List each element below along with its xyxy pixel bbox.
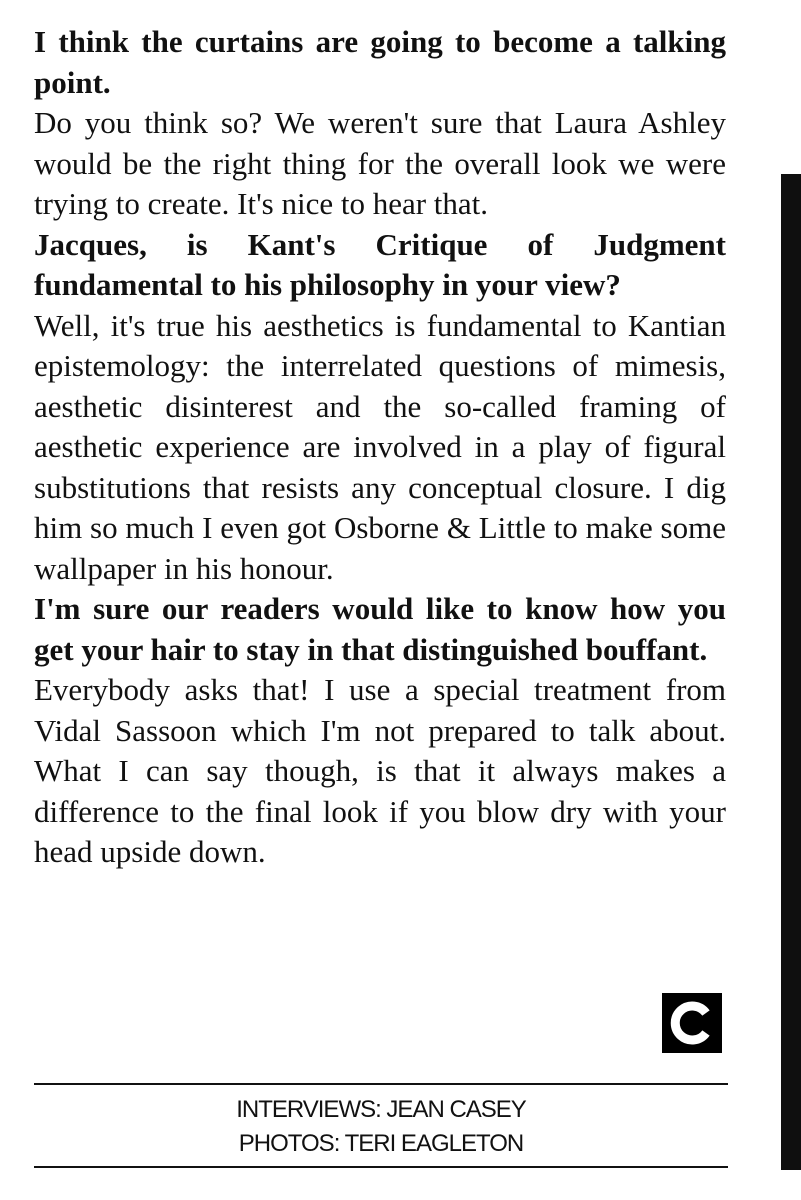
c-end-mark-icon [662,993,722,1053]
answer-kant: Well, it's true his aesthetics is fundamental to Kantian epistemology: the interrelated questions of mimesis, aesthetic disinterest and the so-called framing of aesthetic experience are involved in a play of figural substitutions that resists any conceptual closure. I dig him so much I even got Osborne & Little to make some wallpaper in his honour. [34,307,726,586]
answer-curtains: Do you think so? We weren't sure that Laura Ashley would be the right thing for the overall look we were trying to create. It's nice to hear that. [34,105,726,221]
credits [34,1093,728,1161]
interviews-credit: INTERVIEWS: JEAN CASEY [236,1096,526,1123]
credits-bottom-rule [34,1166,728,1168]
question-curtains: I think the curtains are going to become a talking point. [34,24,726,100]
photos-credit: PHOTOS: TERI EAGLETON [238,1130,524,1157]
credits-top-rule [34,1083,728,1085]
answer-hair: Everybody asks that! I use a special treatment from Vidal Sassoon which I'm not prepared to talk about. What I can say though, is that it always makes a difference to the final look if you blow dry with your head upside down. [34,672,726,869]
question-hair: I'm sure our readers would like to know how you get your hair to stay in that distinguished bouffant. [34,591,726,667]
page-edge-bar [781,174,801,1170]
article-column [34,22,726,873]
question-kant: Jacques, is Kant's Critique of Judgment fundamental to his philosophy in your view? [34,226,726,302]
